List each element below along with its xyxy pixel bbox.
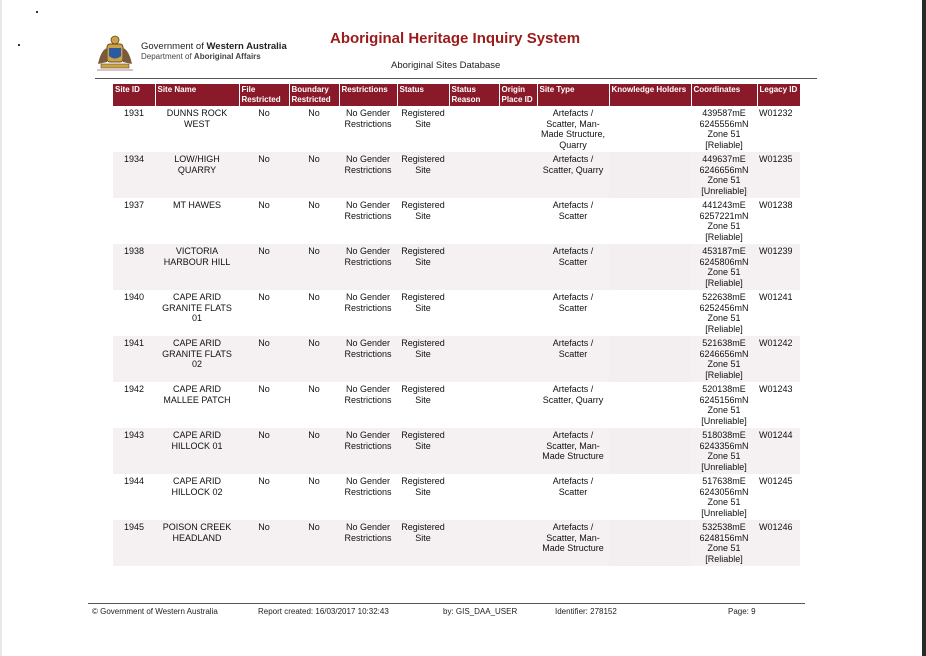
cell-legacy-id: W01242	[757, 336, 800, 382]
table-row	[113, 106, 800, 152]
cell-boundary-restricted: No	[289, 474, 339, 520]
cell-site-name: CAPE ARID MALLEE PATCH	[155, 382, 239, 428]
cell-status: Registered Site	[397, 198, 449, 244]
cell-status-reason	[449, 244, 499, 290]
cell-site-name: VICTORIA HARBOUR HILL	[155, 244, 239, 290]
cell-file-restricted: No	[239, 198, 289, 244]
cell-status: Registered Site	[397, 520, 449, 566]
cell-knowledge-holders	[609, 520, 691, 566]
cell-knowledge-holders	[609, 152, 691, 198]
cell-status: Registered Site	[397, 290, 449, 336]
cell-knowledge-holders	[609, 198, 691, 244]
cell-site-type: Artefacts / Scatter, Quarry	[537, 382, 609, 428]
footer-divider	[88, 603, 805, 604]
cell-legacy-id: W01232	[757, 106, 800, 152]
cell-site-name: POISON CREEK HEADLAND	[155, 520, 239, 566]
cell-site-id: 1941	[113, 336, 155, 382]
cell-site-name: CAPE ARID HILLOCK 02	[155, 474, 239, 520]
cell-status-reason	[449, 474, 499, 520]
table-row	[113, 474, 800, 520]
column-header: Knowledge Holders	[609, 84, 691, 106]
table-row	[113, 152, 800, 198]
cell-site-id: 1934	[113, 152, 155, 198]
cell-knowledge-holders	[609, 290, 691, 336]
cell-status-reason	[449, 290, 499, 336]
cell-status-reason	[449, 198, 499, 244]
cell-site-type: Artefacts / Scatter, Man-Made Structure	[537, 428, 609, 474]
table-row	[113, 198, 800, 244]
cell-site-name: CAPE ARID GRANITE FLATS 01	[155, 290, 239, 336]
cell-restrictions: No Gender Restrictions	[339, 520, 397, 566]
cell-site-type: Artefacts / Scatter, Man-Made Structure, Quarry	[537, 106, 609, 152]
cell-restrictions: No Gender Restrictions	[339, 106, 397, 152]
table-body	[113, 106, 800, 566]
cell-legacy-id: W01239	[757, 244, 800, 290]
column-header: Site ID	[113, 84, 155, 106]
cell-site-type: Artefacts / Scatter, Quarry	[537, 152, 609, 198]
cell-coordinates: 520138mE 6245156mN Zone 51 [Unreliable]	[691, 382, 757, 428]
scan-speck	[36, 11, 38, 13]
cell-status: Registered Site	[397, 244, 449, 290]
cell-file-restricted: No	[239, 474, 289, 520]
cell-restrictions: No Gender Restrictions	[339, 198, 397, 244]
cell-knowledge-holders	[609, 336, 691, 382]
column-header: Status	[397, 84, 449, 106]
cell-site-name: DUNNS ROCK WEST	[155, 106, 239, 152]
header-divider	[95, 78, 817, 79]
cell-file-restricted: No	[239, 428, 289, 474]
cell-origin-place-id	[499, 428, 537, 474]
cell-origin-place-id	[499, 152, 537, 198]
cell-file-restricted: No	[239, 336, 289, 382]
cell-status-reason	[449, 520, 499, 566]
cell-restrictions: No Gender Restrictions	[339, 152, 397, 198]
column-header: Boundary Restricted	[289, 84, 339, 106]
cell-site-id: 1944	[113, 474, 155, 520]
cell-coordinates: 518038mE 6243356mN Zone 51 [Unreliable]	[691, 428, 757, 474]
table-row	[113, 244, 800, 290]
cell-file-restricted: No	[239, 106, 289, 152]
footer-user: by: GIS_DAA_USER	[443, 607, 518, 616]
cell-file-restricted: No	[239, 290, 289, 336]
cell-boundary-restricted: No	[289, 152, 339, 198]
cell-site-id: 1943	[113, 428, 155, 474]
table-row	[113, 520, 800, 566]
page-edge-left	[0, 0, 2, 656]
table-row	[113, 428, 800, 474]
cell-file-restricted: No	[239, 520, 289, 566]
cell-restrictions: No Gender Restrictions	[339, 244, 397, 290]
cell-coordinates: 441243mE 6257221mN Zone 51 [Reliable]	[691, 198, 757, 244]
cell-coordinates: 453187mE 6245806mN Zone 51 [Reliable]	[691, 244, 757, 290]
cell-site-name: MT HAWES	[155, 198, 239, 244]
cell-status-reason	[449, 152, 499, 198]
footer-identifier: Identifier: 278152	[555, 607, 617, 616]
cell-boundary-restricted: No	[289, 290, 339, 336]
report-header	[95, 30, 817, 80]
cell-knowledge-holders	[609, 106, 691, 152]
cell-boundary-restricted: No	[289, 244, 339, 290]
cell-coordinates: 449637mE 6246656mN Zone 51 [Unreliable]	[691, 152, 757, 198]
cell-origin-place-id	[499, 198, 537, 244]
system-title: Aboriginal Heritage Inquiry System	[330, 30, 581, 47]
cell-coordinates: 532538mE 6248156mN Zone 51 [Reliable]	[691, 520, 757, 566]
table-row	[113, 290, 800, 336]
cell-origin-place-id	[499, 520, 537, 566]
cell-site-id: 1938	[113, 244, 155, 290]
cell-origin-place-id	[499, 382, 537, 428]
cell-knowledge-holders	[609, 382, 691, 428]
cell-legacy-id: W01245	[757, 474, 800, 520]
cell-site-id: 1931	[113, 106, 155, 152]
cell-site-type: Artefacts / Scatter	[537, 198, 609, 244]
cell-site-name: CAPE ARID GRANITE FLATS 02	[155, 336, 239, 382]
table-row	[113, 336, 800, 382]
cell-origin-place-id	[499, 244, 537, 290]
column-header: Status Reason	[449, 84, 499, 106]
cell-legacy-id: W01238	[757, 198, 800, 244]
cell-restrictions: No Gender Restrictions	[339, 290, 397, 336]
footer-page-number: Page: 9	[728, 607, 756, 616]
government-name: Government of Western Australia	[141, 41, 287, 52]
cell-coordinates: 439587mE 6245556mN Zone 51 [Reliable]	[691, 106, 757, 152]
cell-legacy-id: W01246	[757, 520, 800, 566]
cell-site-name: LOW/HIGH QUARRY	[155, 152, 239, 198]
cell-boundary-restricted: No	[289, 428, 339, 474]
cell-status: Registered Site	[397, 106, 449, 152]
cell-knowledge-holders	[609, 244, 691, 290]
cell-boundary-restricted: No	[289, 336, 339, 382]
cell-legacy-id: W01235	[757, 152, 800, 198]
cell-status-reason	[449, 106, 499, 152]
table-header-row	[113, 84, 800, 106]
cell-site-id: 1945	[113, 520, 155, 566]
cell-coordinates: 522638mE 6252456mN Zone 51 [Reliable]	[691, 290, 757, 336]
cell-legacy-id: W01244	[757, 428, 800, 474]
footer-copyright: © Government of Western Australia	[92, 607, 218, 616]
cell-site-type: Artefacts / Scatter, Man-Made Structure	[537, 520, 609, 566]
cell-knowledge-holders	[609, 428, 691, 474]
cell-file-restricted: No	[239, 152, 289, 198]
cell-status: Registered Site	[397, 152, 449, 198]
cell-restrictions: No Gender Restrictions	[339, 382, 397, 428]
cell-status: Registered Site	[397, 428, 449, 474]
cell-file-restricted: No	[239, 244, 289, 290]
cell-site-name: CAPE ARID HILLOCK 01	[155, 428, 239, 474]
table-row	[113, 382, 800, 428]
cell-origin-place-id	[499, 336, 537, 382]
cell-file-restricted: No	[239, 382, 289, 428]
cell-site-type: Artefacts / Scatter	[537, 290, 609, 336]
sites-table	[113, 84, 801, 566]
cell-restrictions: No Gender Restrictions	[339, 428, 397, 474]
column-header: Legacy ID	[757, 84, 800, 106]
column-header: Restrictions	[339, 84, 397, 106]
cell-boundary-restricted: No	[289, 520, 339, 566]
cell-status-reason	[449, 382, 499, 428]
cell-restrictions: No Gender Restrictions	[339, 336, 397, 382]
cell-restrictions: No Gender Restrictions	[339, 474, 397, 520]
cell-boundary-restricted: No	[289, 198, 339, 244]
cell-origin-place-id	[499, 290, 537, 336]
cell-status: Registered Site	[397, 474, 449, 520]
cell-boundary-restricted: No	[289, 382, 339, 428]
cell-legacy-id: W01241	[757, 290, 800, 336]
cell-site-id: 1940	[113, 290, 155, 336]
cell-origin-place-id	[499, 474, 537, 520]
cell-site-type: Artefacts / Scatter	[537, 474, 609, 520]
column-header: Coordinates	[691, 84, 757, 106]
cell-site-type: Artefacts / Scatter	[537, 244, 609, 290]
column-header: Site Type	[537, 84, 609, 106]
wa-coat-of-arms-icon	[95, 34, 135, 72]
department-name: Department of Aboriginal Affairs	[141, 52, 261, 61]
cell-status-reason	[449, 336, 499, 382]
column-header: Site Name	[155, 84, 239, 106]
column-header: File Restricted	[239, 84, 289, 106]
cell-boundary-restricted: No	[289, 106, 339, 152]
cell-status: Registered Site	[397, 336, 449, 382]
footer-report-created: Report created: 16/03/2017 10:32:43	[258, 607, 389, 616]
scan-speck	[18, 44, 20, 46]
cell-coordinates: 517638mE 6243056mN Zone 51 [Unreliable]	[691, 474, 757, 520]
cell-site-id: 1937	[113, 198, 155, 244]
cell-coordinates: 521638mE 6246656mN Zone 51 [Reliable]	[691, 336, 757, 382]
column-header: Origin Place ID	[499, 84, 537, 106]
cell-status-reason	[449, 428, 499, 474]
page-edge-right	[922, 0, 926, 656]
cell-site-id: 1942	[113, 382, 155, 428]
cell-legacy-id: W01243	[757, 382, 800, 428]
cell-site-type: Artefacts / Scatter	[537, 336, 609, 382]
cell-knowledge-holders	[609, 474, 691, 520]
cell-status: Registered Site	[397, 382, 449, 428]
cell-origin-place-id	[499, 106, 537, 152]
database-title: Aboriginal Sites Database	[391, 60, 501, 71]
